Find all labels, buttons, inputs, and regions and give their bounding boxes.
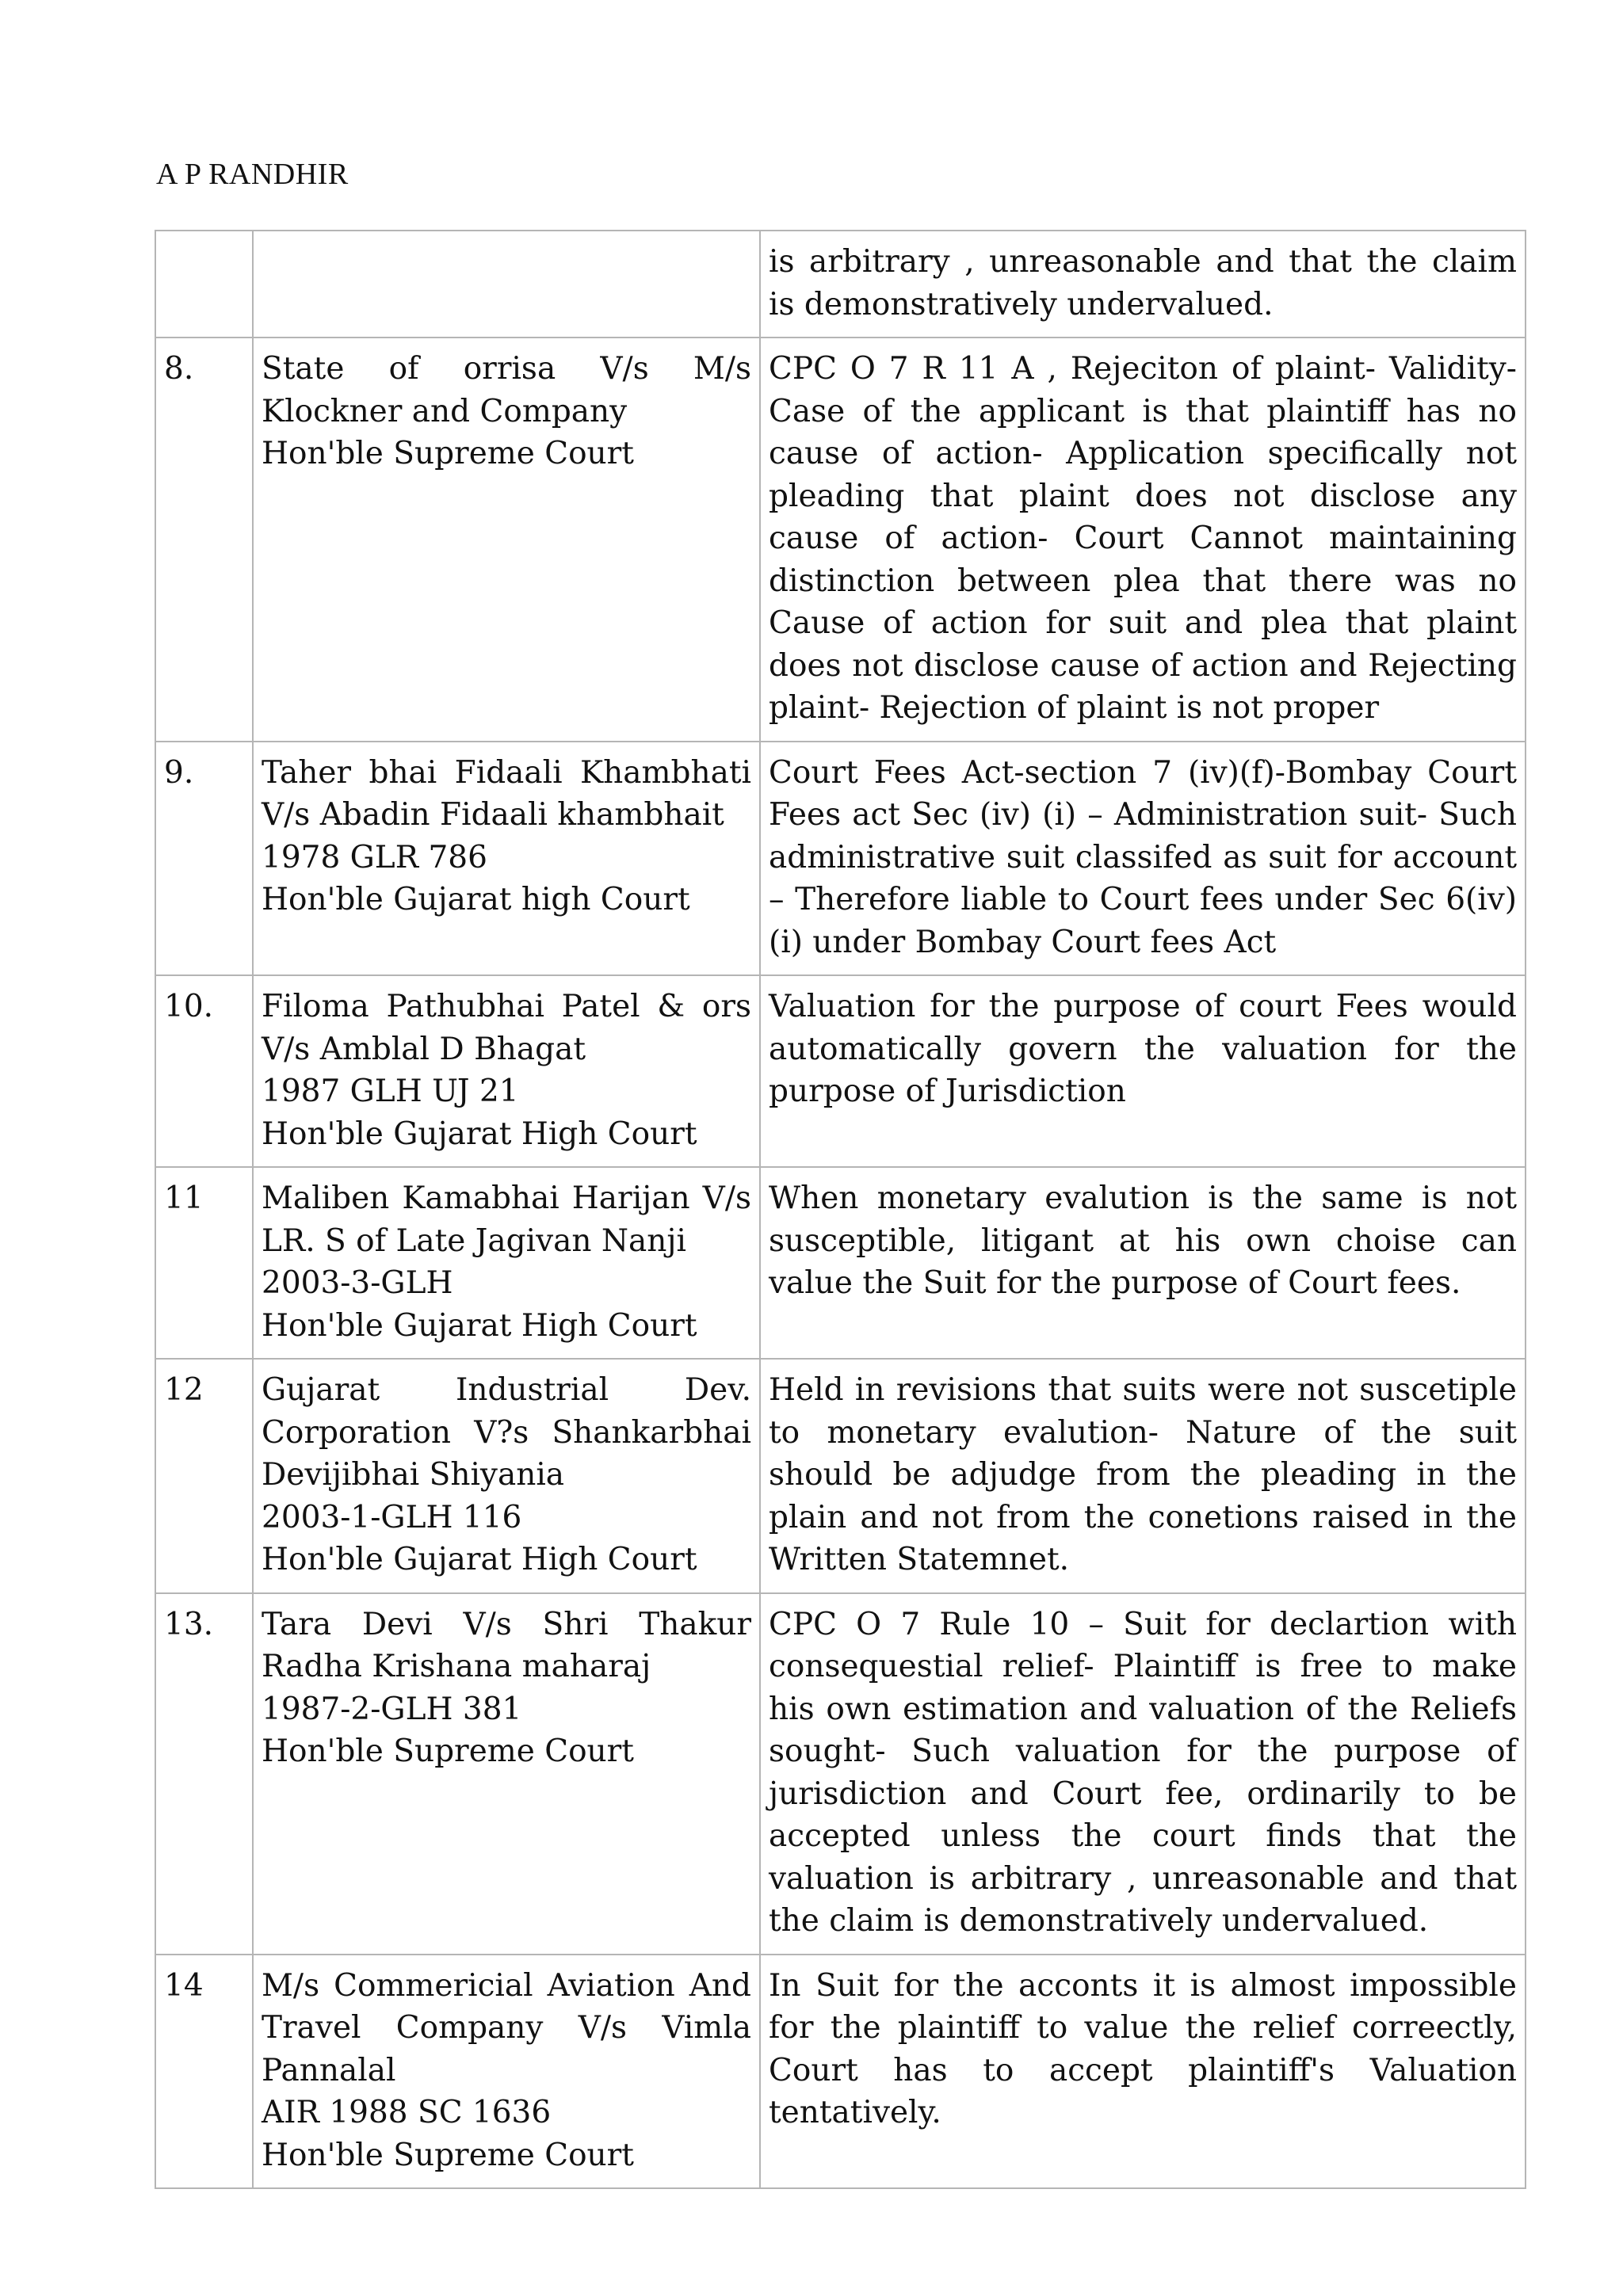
- case-parties: Gujarat Industrial Dev. Corporation V?s Shankarbhai Devijibhai Shiyania: [262, 1372, 751, 1493]
- case-note-cell: Valuation for the purpose of court Fees would automatically govern the valuation for the purpose of Jurisdiction: [760, 975, 1526, 1167]
- case-title-cell: [253, 742, 760, 976]
- case-citation: AIR 1988 SC 1636: [262, 2095, 552, 2130]
- table-row: [155, 1593, 1526, 1955]
- case-note-cell: CPC O 7 R 11 A , Rejeciton of plaint- Validity- Case of the applicant is that plaintiff has no cause of action- Application specifically not pleading that plaint does not disclose any cause of action- Court Cannot maintaining distinction between plea that there was no Cause of action for suit and plea that plaint does not disclose cause of action and Rejecting plaint- Rejection of plaint is not proper: [760, 338, 1526, 742]
- case-note-cell: In Suit for the acconts it is almost impossible for the plaintiff to value the relief correectly, Court has to accept plaintiff's Valuation tentatively.: [760, 1955, 1526, 2189]
- case-note-cell: is arbitrary , unreasonable and that the claim is demonstratively undervalued.: [760, 231, 1526, 338]
- serial-number-cell: 11: [155, 1167, 253, 1359]
- serial-number-cell: 13.: [155, 1593, 253, 1955]
- case-citation: 1987 GLH UJ 21: [262, 1074, 519, 1109]
- case-citation: 1987-2-GLH 381: [262, 1691, 522, 1727]
- case-court: Hon'ble Supreme Court: [262, 436, 634, 471]
- serial-number-cell: [155, 231, 253, 338]
- case-note-cell: Court Fees Act-section 7 (iv)(f)-Bombay Court Fees act Sec (iv) (i) – Administration suit- Such administrative suit classifed as suit for account – Therefore liable to Court fees under Sec 6(iv)(i) under Bombay Court fees Act: [760, 742, 1526, 976]
- case-parties: State of orrisa V/s M/s Klockner and Company: [262, 351, 751, 429]
- case-citation: 2003-3-GLH: [262, 1265, 453, 1301]
- case-title-cell: [253, 1167, 760, 1359]
- table-row: [155, 1955, 1526, 2189]
- case-parties: M/s Commericial Aviation And Travel Company V/s Vimla Pannalal: [262, 1967, 751, 2088]
- case-title-cell: [253, 1359, 760, 1593]
- case-law-table: [155, 230, 1526, 2189]
- serial-number-cell: 14: [155, 1955, 253, 2189]
- case-court: Hon'ble Gujarat High Court: [262, 1542, 697, 1577]
- case-parties: Filoma Pathubhai Patel & ors V/s Amblal D Bhagat: [262, 989, 751, 1067]
- case-note-cell: CPC O 7 Rule 10 – Suit for declartion with consequestial relief- Plaintiff is free to make his own estimation and valuation of the Reliefs sought- Such valuation for the purpose of jurisdiction and Court fee, ordinarily to be accepted unless the court finds that the valuation is arbitrary , unreasonable and that the claim is demonstratively undervalued.: [760, 1593, 1526, 1955]
- table-row: [155, 975, 1526, 1167]
- case-citation: 2003-1-GLH 116: [262, 1499, 522, 1535]
- table-row: [155, 231, 1526, 338]
- case-court: Hon'ble Gujarat High Court: [262, 1116, 697, 1152]
- case-court: Hon'ble Supreme Court: [262, 1733, 634, 1769]
- serial-number-cell: 10.: [155, 975, 253, 1167]
- case-note-cell: When monetary evalution is the same is not susceptible, litigant at his own choise can value the Suit for the purpose of Court fees.: [760, 1167, 1526, 1359]
- case-court: Hon'ble Gujarat High Court: [262, 1307, 697, 1344]
- case-title-cell: [253, 231, 760, 338]
- table-row: [155, 338, 1526, 742]
- document-header-author: A P RANDHIR: [156, 158, 349, 191]
- case-citation: 1978 GLR 786: [262, 839, 487, 875]
- case-parties: Taher bhai Fidaali Khambhati V/s Abadin Fidaali khambhait: [262, 754, 751, 833]
- serial-number-cell: 9.: [155, 742, 253, 976]
- table-row: [155, 1167, 1526, 1359]
- case-parties: Maliben Kamabhai Harijan V/s LR. S of Late Jagivan Nanji: [262, 1180, 751, 1259]
- serial-number-cell: 8.: [155, 338, 253, 742]
- case-title-cell: [253, 975, 760, 1167]
- case-title-cell: [253, 1955, 760, 2189]
- case-court: Hon'ble Gujarat high Court: [262, 882, 690, 917]
- case-title-cell: [253, 338, 760, 742]
- case-court: Hon'ble Supreme Court: [262, 2137, 634, 2173]
- case-note-cell: Held in revisions that suits were not suscetiple to monetary evalution- Nature of the suit should be adjudge from the pleading in the plain and not from the conetions raised in the Written Statemnet.: [760, 1359, 1526, 1593]
- table-row: [155, 1359, 1526, 1593]
- table-row: [155, 742, 1526, 976]
- case-title-cell: [253, 1593, 760, 1955]
- serial-number-cell: 12: [155, 1359, 253, 1593]
- case-parties: Tara Devi V/s Shri Thakur Radha Krishana maharaj: [262, 1606, 751, 1684]
